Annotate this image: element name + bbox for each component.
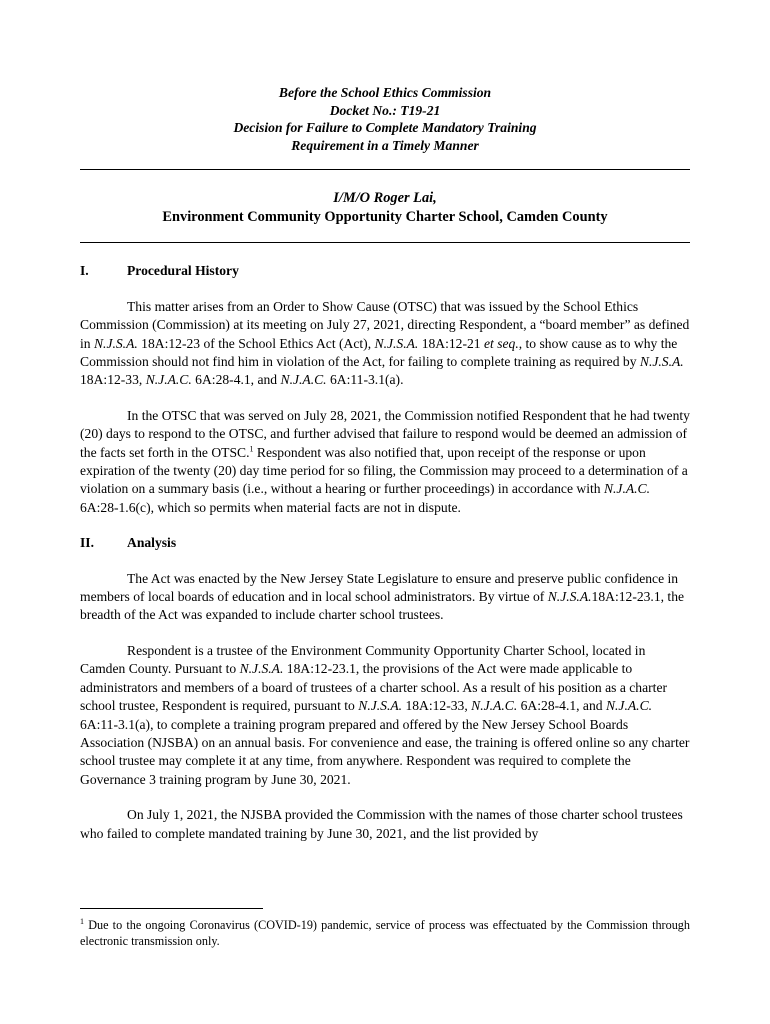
footnote-divider bbox=[80, 908, 263, 909]
footnote-text: Due to the ongoing Coronavirus (COVID-19) pandemic, service of process was effectuated by the Commission through electronic transmission only. bbox=[80, 918, 690, 948]
paragraph-2: In the OTSC that was served on July 28, 2021, the Commission notified Respondent that he had twenty (20) days to respond to the OTSC, and further advised that failure to respond would be deemed an admission of the facts set forth in the OTSC.$^1$ Respondent was also notified that, upon receipt of the response or upon expiration of the twenty (20) day time period for so filing, the Commission may proceed to a determination of a violation on a summary basis (i.e., without a hearing or further proceedings) in accordance with N.J.A.C. 6A:28-1.6(c), which so permits when material facts are not in dispute. bbox=[80, 407, 690, 515]
divider-bottom bbox=[80, 242, 690, 243]
party-block bbox=[80, 189, 690, 227]
section-number: I. bbox=[80, 263, 89, 279]
caption-header bbox=[80, 84, 690, 154]
paragraph-1: This matter arises from an Order to Show Cause (OTSC) that was issued by the School Ethics Commission (Commission) at its meeting on July 27, 2021, directing Respondent, a “board member” as defined in N.J.S.A. 18A:12-23 of the School Ethics Act (Act), N.J.S.A. 18A:12-21 et seq., to show cause as to why the Commission should not find him in violation of the Act, for failing to complete training as required by N.J.S.A. 18A:12-33, N.J.A.C. 6A:28-4.1, and N.J.A.C. 6A:11-3.1(a). bbox=[80, 298, 690, 388]
paragraph-5: On July 1, 2021, the NJSBA provided the Commission with the names of those charter school trustees who failed to complete mandated training by June 30, 2021, and the list provided by bbox=[80, 807, 683, 841]
document-page bbox=[80, 84, 690, 843]
school-name: Environment Community Opportunity Charter School, Camden County bbox=[162, 209, 608, 226]
footnote-number: 1 bbox=[80, 916, 84, 926]
caption-line-2: Docket No.: T19-21 bbox=[329, 102, 441, 118]
footnote bbox=[80, 917, 690, 949]
caption-line-3: Decision for Failure to Complete Mandatory Training bbox=[233, 120, 537, 136]
caption-line-4: Requirement in a Timely Manner bbox=[291, 137, 479, 153]
caption-line-1: Before the School Ethics Commission bbox=[278, 85, 492, 100]
section-title: Analysis bbox=[127, 535, 177, 551]
section-number: II. bbox=[80, 535, 94, 551]
paragraph-3: The Act was enacted by the New Jersey State Legislature to ensure and preserve public confidence in members of local boards of education and in local school administrators. By virtue of N.J.S.A.18A:12-23.1, the breadth of the Act was expanded to include charter school trustees. bbox=[80, 570, 685, 623]
section-title: Procedural History bbox=[127, 263, 239, 279]
footnote-ref: 1 bbox=[249, 444, 254, 454]
paragraph-4: Respondent is a trustee of the Environment Community Opportunity Charter School, located in Camden County. Pursuant to N.J.S.A. 18A:12-23.1, the provisions of the Act were made applicable to administrators and members of a board of trustees of a charter school. As a result of his position as a charter school trustee, Respondent is required, pursuant to N.J.S.A. 18A:12-33, N.J.A.C. 6A:28-4.1, and N.J.A.C. 6A:11-3.1(a), to complete a training program prepared and offered by the New Jersey School Boards Association (NJSBA) on an annual basis. For convenience and ease, the training is offered online so any charter school trustee may complete it at any time, from anywhere. Respondent was required to complete the Governance 3 training program by June 30, 2021. bbox=[80, 642, 690, 787]
divider-top bbox=[80, 169, 690, 170]
section-heading-1 bbox=[80, 262, 690, 280]
section-heading-2 bbox=[80, 534, 690, 552]
respondent-name: I/M/O Roger Lai, bbox=[333, 190, 437, 207]
